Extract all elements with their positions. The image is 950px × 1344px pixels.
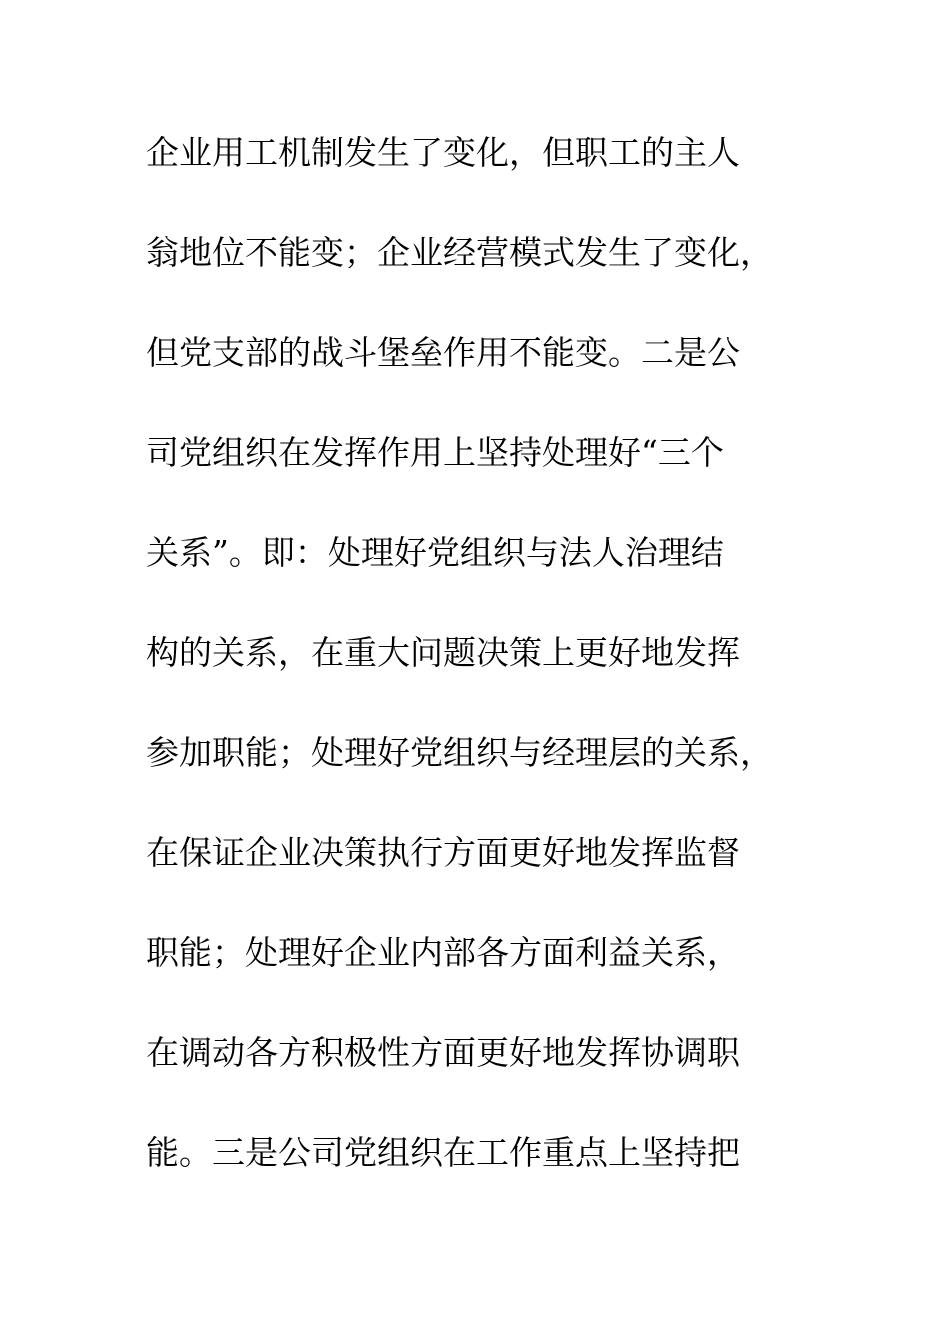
text-line-1: 企业用工机制发生了变化，但职工的主人 [146,133,740,172]
text-line-9: 职能；处理好企业内部各方面利益关系， [146,933,740,972]
text-line-5: 关系”。即：处理好党组织与法人治理结 [146,533,724,572]
text-line-2: 翁地位不能变；企业经营模式发生了变化， [146,233,773,272]
text-line-7: 参加职能；处理好党组织与经理层的关系， [146,733,773,772]
text-line-8: 在保证企业决策执行方面更好地发挥监督 [146,833,740,872]
body-paragraph [146,127,806,1227]
text-line-4: 司党组织在发挥作用上坚持处理好“三个 [146,433,724,472]
text-line-11: 能。三是公司党组织在工作重点上坚持把 [146,1133,740,1172]
text-line-10: 在调动各方积极性方面更好地发挥协调职 [146,1033,740,1072]
text-line-6: 构的关系，在重大问题决策上更好地发挥 [146,633,740,672]
text-line-3: 但党支部的战斗堡垒作用不能变。二是公 [146,333,740,372]
